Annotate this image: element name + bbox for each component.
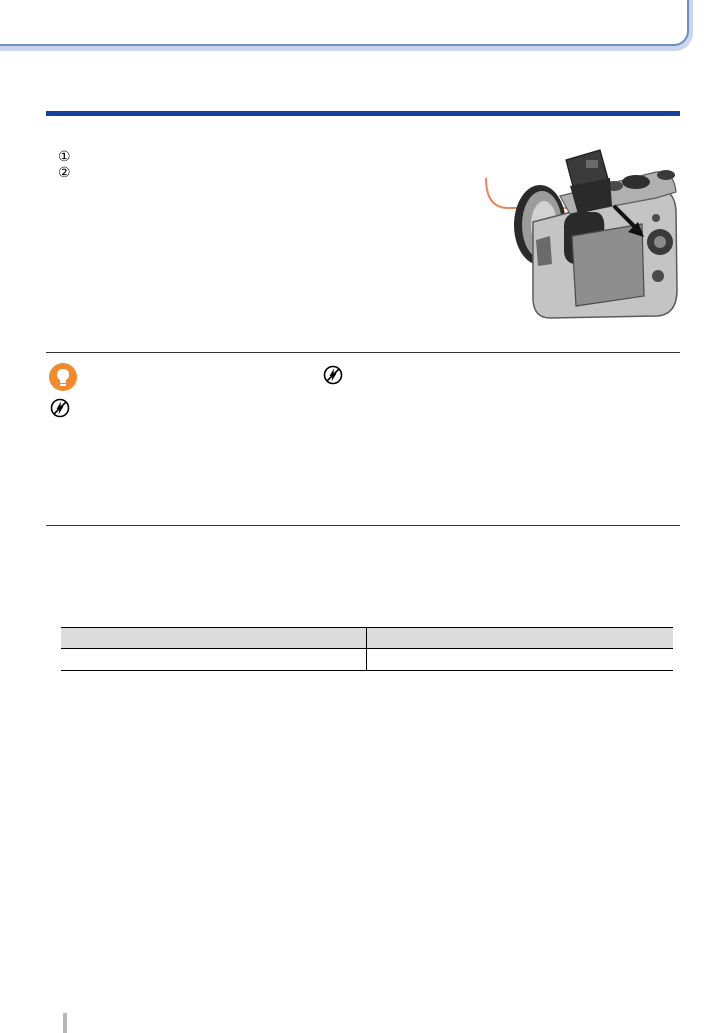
camera-illustration — [478, 140, 683, 325]
footer-bar — [63, 1013, 67, 1033]
step-1-marker: ① — [58, 148, 71, 164]
viewfinder-label — [586, 160, 598, 168]
tip-top-divider — [46, 352, 680, 353]
rear-button-small — [652, 214, 660, 222]
camera-drawing — [478, 140, 683, 325]
shutter-dial — [657, 170, 675, 180]
step-2 — [58, 164, 71, 180]
step-1 — [58, 148, 71, 164]
tip-bottom-divider — [46, 525, 680, 526]
flash-off-icon — [50, 398, 70, 418]
step-2-marker: ② — [58, 164, 71, 180]
lightbulb-icon — [48, 362, 78, 392]
table-header-row — [61, 628, 673, 648]
rear-button — [652, 270, 664, 282]
table-top-rule — [61, 627, 673, 628]
mode-dial — [622, 175, 650, 189]
section-title-rule — [46, 111, 680, 116]
flash-off-icon — [323, 365, 343, 385]
control-wheel-center — [654, 236, 666, 248]
table-column-separator — [366, 628, 367, 670]
rear-screen — [572, 224, 644, 306]
strap-lug — [536, 236, 552, 266]
table-header-rule — [61, 648, 673, 649]
table-bottom-rule — [61, 670, 673, 671]
header-tab — [0, 0, 689, 46]
